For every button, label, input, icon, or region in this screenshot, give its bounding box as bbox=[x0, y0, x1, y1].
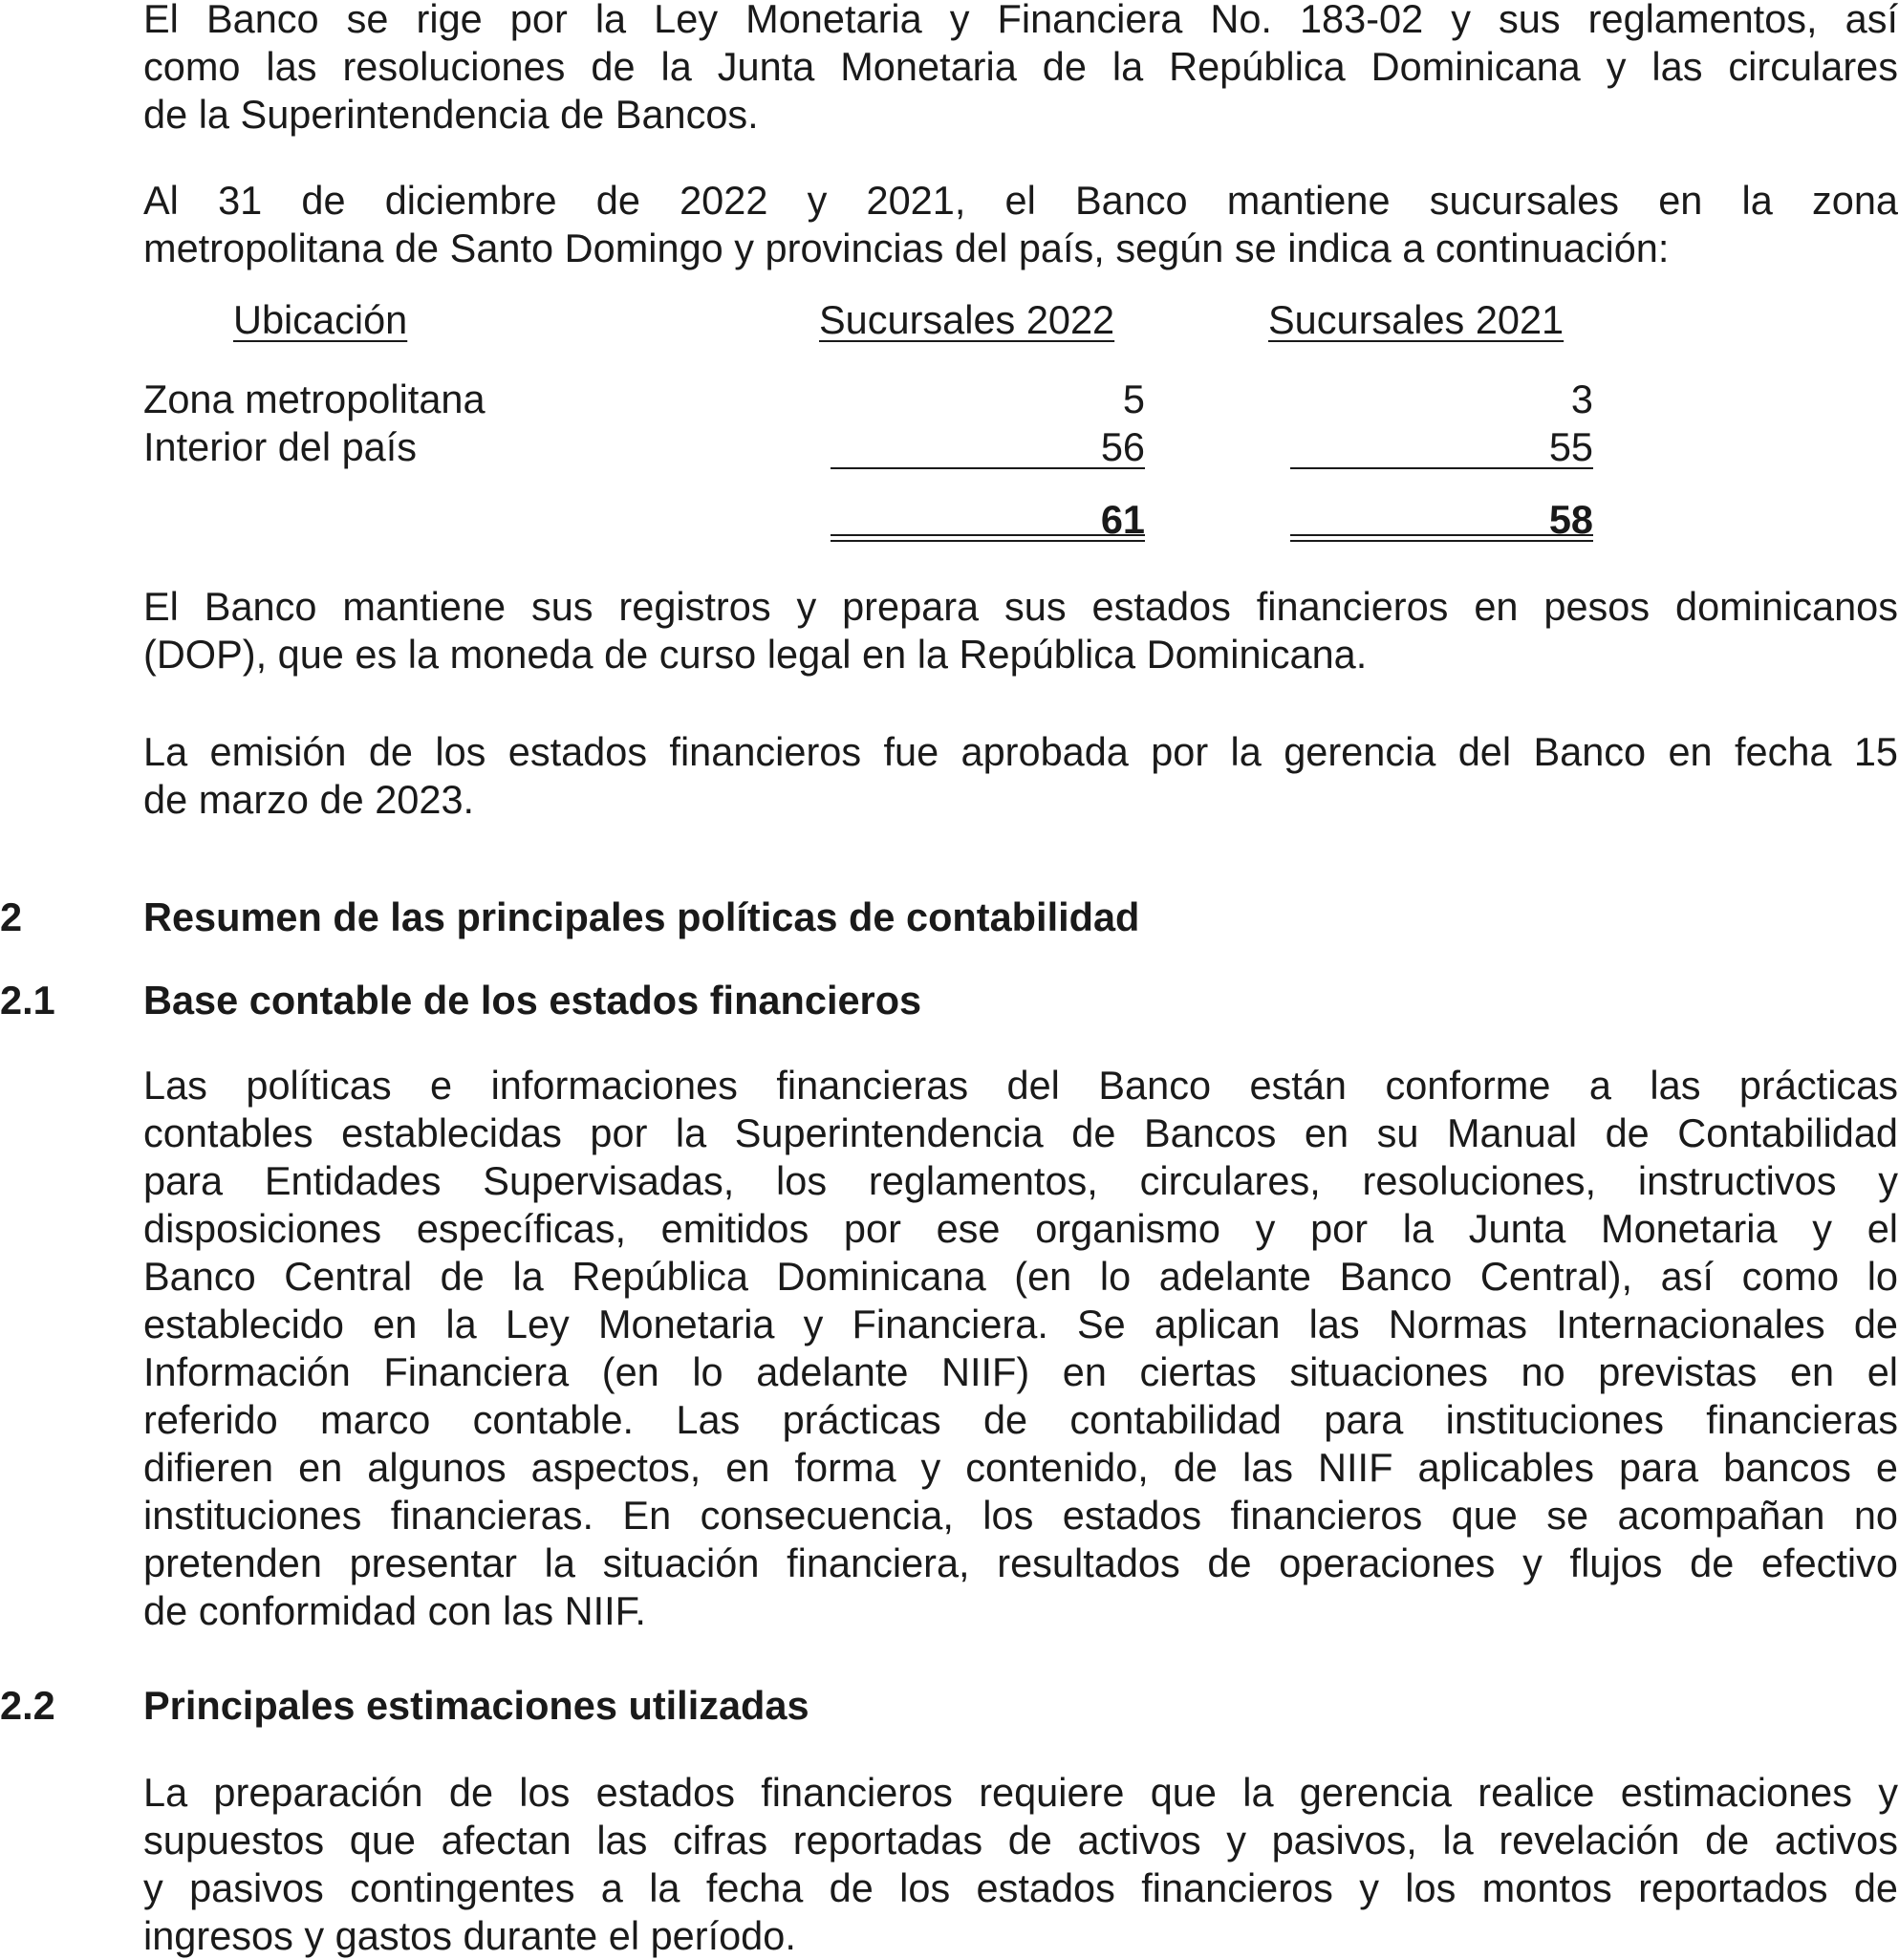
paragraph-line: para Entidades Supervisadas, los reglamentos, circulares, resoluciones, instructivos y bbox=[143, 1158, 1898, 1203]
approval-paragraph bbox=[143, 728, 1898, 824]
row-label-interior: Interior del país bbox=[143, 424, 418, 469]
row-label-metro: Zona metropolitana bbox=[143, 377, 486, 421]
section-2-2-body bbox=[143, 1769, 1898, 1960]
intro-paragraph bbox=[143, 0, 1898, 139]
total-double-rule-2021 bbox=[1290, 534, 1593, 542]
paragraph-line: y pasivos contingentes a la fecha de los estados financieros y los montos reportados de bbox=[143, 1865, 1898, 1910]
paragraph-line: Información Financiera (en lo adelante NIIF) en ciertas situaciones no previstas en el bbox=[143, 1349, 1898, 1394]
paragraph-line: de marzo de 2023. bbox=[143, 777, 475, 822]
paragraph-line: Banco Central de la República Dominicana (en lo adelante Banco Central), así como lo bbox=[143, 1254, 1898, 1299]
paragraph-line: establecido en la Ley Monetaria y Financiera. Se aplican las Normas Internacionales de bbox=[143, 1302, 1898, 1346]
section-title: Base contable de los estados financieros bbox=[143, 978, 922, 1023]
total-double-rule-2022 bbox=[831, 534, 1145, 542]
paragraph-line: de la Superintendencia de Bancos. bbox=[143, 92, 759, 137]
paragraph-line: referido marco contable. Las prácticas de contabilidad para instituciones financieras bbox=[143, 1397, 1898, 1442]
total-2022: 61 bbox=[1100, 497, 1145, 542]
paragraph-line: difieren en algunos aspectos, en forma y contenido, de las NIIF aplicables para bancos e bbox=[143, 1445, 1898, 1490]
cell-metro-2022: 5 bbox=[1122, 377, 1145, 421]
paragraph-line: disposiciones específicas, emitidos por ese organismo y por la Junta Monetaria y el bbox=[143, 1206, 1898, 1251]
header-location: Ubicación bbox=[233, 297, 408, 342]
paragraph-line: ingresos y gastos durante el período. bbox=[143, 1913, 796, 1958]
branches-paragraph bbox=[143, 177, 1898, 272]
paragraph-line: Al 31 de diciembre de 2022 y 2021, el Banco mantiene sucursales en la zona bbox=[143, 178, 1898, 223]
cell-interior-2022: 56 bbox=[1100, 424, 1145, 469]
section-number: 2.1 bbox=[0, 978, 55, 1023]
section-title: Resumen de las principales políticas de contabilidad bbox=[143, 894, 1140, 939]
paragraph-line: Las políticas e informaciones financieras del Banco están conforme a las prácticas bbox=[143, 1063, 1898, 1108]
paragraph-line: La emisión de los estados financieros fue aprobada por la gerencia del Banco en fecha 15 bbox=[143, 729, 1898, 774]
paragraph-line: (DOP), que es la moneda de curso legal en la República Dominicana. bbox=[143, 632, 1368, 677]
paragraph-line: El Banco mantiene sus registros y prepara sus estados financieros en pesos dominicanos bbox=[143, 584, 1898, 629]
section-number: 2.2 bbox=[0, 1683, 55, 1728]
paragraph-line: metropolitana de Santo Domingo y provincias del país, según se indica a continuación: bbox=[143, 226, 1670, 270]
section-number: 2 bbox=[0, 894, 23, 939]
total-2021: 58 bbox=[1548, 497, 1593, 542]
header-2022: Sucursales 2022 bbox=[819, 297, 1115, 342]
paragraph-line: supuestos que afectan las cifras reportadas de activos y pasivos, la revelación de activos bbox=[143, 1818, 1898, 1863]
section-title: Principales estimaciones utilizadas bbox=[143, 1683, 809, 1728]
cell-metro-2021: 3 bbox=[1570, 377, 1593, 421]
header-2021: Sucursales 2021 bbox=[1268, 297, 1565, 342]
paragraph-line: instituciones financieras. En consecuencia, los estados financieros que se acompañan no bbox=[143, 1493, 1898, 1538]
paragraph-line: pretenden presentar la situación financiera, resultados de operaciones y flujos de efectivo bbox=[143, 1540, 1898, 1585]
currency-paragraph bbox=[143, 583, 1898, 678]
cell-interior-2021: 55 bbox=[1548, 424, 1593, 469]
paragraph-line: como las resoluciones de la Junta Monetaria de la República Dominicana y las circulares bbox=[143, 44, 1898, 89]
subtotal-rule-2021 bbox=[1290, 467, 1593, 469]
paragraph-line: contables establecidas por la Superintendencia de Bancos en su Manual de Contabilidad bbox=[143, 1110, 1898, 1155]
paragraph-line: La preparación de los estados financieros requiere que la gerencia realice estimaciones y bbox=[143, 1770, 1898, 1815]
paragraph-line: El Banco se rige por la Ley Monetaria y Financiera No. 183-02 y sus reglamentos, así bbox=[143, 0, 1898, 41]
paragraph-line: de conformidad con las NIIF. bbox=[143, 1588, 646, 1633]
section-2-1-body bbox=[143, 1062, 1898, 1635]
subtotal-rule-2022 bbox=[831, 467, 1145, 469]
